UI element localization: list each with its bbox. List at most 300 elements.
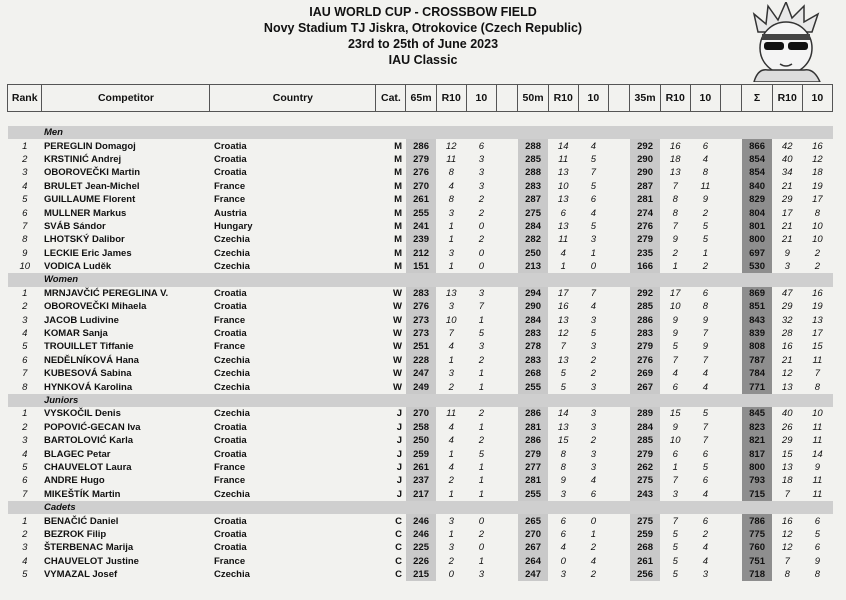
country-cell: Czechia <box>213 234 250 246</box>
score-50m-cell: 286 <box>518 434 548 447</box>
r10-35m-cell: 6 <box>672 448 678 460</box>
tens-35m-cell: 2 <box>702 207 709 219</box>
column-header: R10 <box>660 85 690 112</box>
r10-65m-cell: 11 <box>446 408 457 420</box>
score-65m-cell: 286 <box>406 139 436 152</box>
column-header <box>608 85 630 112</box>
score-65m-cell: 151 <box>406 260 436 273</box>
tens-65m-cell: 2 <box>478 435 485 447</box>
score-65m-cell: 279 <box>406 153 436 166</box>
r10-65m-cell: 1 <box>448 354 454 366</box>
tens-65m-cell: 1 <box>478 381 485 393</box>
category-cell: W <box>393 301 402 313</box>
spacer-cell <box>608 287 630 300</box>
score-50m-cell: 284 <box>518 313 548 326</box>
total-tens-cell: 8 <box>814 569 821 581</box>
competitor-cell: BEZROK Filip <box>43 528 107 540</box>
total-tens-cell: 11 <box>812 475 823 487</box>
r10-50m-cell: 9 <box>560 475 566 487</box>
r10-65m-cell: 0 <box>448 569 454 581</box>
total-r10-cell: 7 <box>784 555 790 567</box>
score-35m-cell: 279 <box>630 233 660 246</box>
column-header: 35m <box>630 85 660 112</box>
competitor-cell: MULLNER Markus <box>43 207 127 219</box>
tens-50m-cell: 2 <box>590 542 597 554</box>
competitor-cell: ANDRE Hugo <box>43 475 105 487</box>
rank-cell: 7 <box>22 488 28 500</box>
competitor-cell: KUBESOVÁ Sabina <box>43 368 132 380</box>
total-r10-cell: 7 <box>784 488 790 500</box>
category-cell: C <box>395 555 402 567</box>
r10-65m-cell: 8 <box>448 194 454 206</box>
spacer-cell <box>720 247 742 260</box>
table-row <box>8 340 833 353</box>
spacer-cell <box>608 514 630 527</box>
column-header <box>496 85 518 112</box>
tens-50m-cell: 3 <box>590 381 597 393</box>
spacer-cell <box>608 300 630 313</box>
spacer-cell <box>720 206 742 219</box>
country-cell: Czechia <box>213 247 250 259</box>
spacer-cell <box>496 461 518 474</box>
spacer-cell <box>608 461 630 474</box>
total-score-cell: 845 <box>742 407 772 420</box>
competitor-cell: CHAUVELOT Justine <box>43 555 139 567</box>
r10-35m-cell: 1 <box>672 461 678 473</box>
country-cell: Hungary <box>213 220 253 232</box>
total-score-cell: 854 <box>742 166 772 179</box>
total-tens-cell: 9 <box>814 461 821 473</box>
column-header: 50m <box>518 85 548 112</box>
table-row <box>8 327 833 340</box>
spacer-cell <box>720 300 742 313</box>
tens-65m-cell: 3 <box>478 341 485 353</box>
cartoon-face-icon <box>748 2 826 82</box>
spacer-cell <box>720 327 742 340</box>
score-35m-cell: 166 <box>630 260 660 273</box>
rank-cell: 4 <box>22 328 28 340</box>
tens-65m-cell: 1 <box>478 555 485 567</box>
score-65m-cell: 239 <box>406 233 436 246</box>
spacer-cell <box>608 153 630 166</box>
r10-65m-cell: 11 <box>446 153 457 165</box>
total-tens-cell: 17 <box>812 194 823 206</box>
tens-65m-cell: 2 <box>478 234 485 246</box>
competitor-cell: GUILLAUME Florent <box>43 194 136 206</box>
tens-35m-cell: 4 <box>702 488 709 500</box>
tens-65m-cell: 3 <box>478 153 485 165</box>
score-50m-cell: 283 <box>518 327 548 340</box>
r10-35m-cell: 15 <box>669 408 681 420</box>
spacer-cell <box>608 233 630 246</box>
r10-65m-cell: 4 <box>448 461 454 473</box>
tens-35m-cell: 8 <box>702 167 709 179</box>
table-row <box>8 313 833 326</box>
total-r10-cell: 9 <box>784 247 790 259</box>
category-cell: M <box>394 153 402 165</box>
spacer-cell <box>608 367 630 380</box>
r10-50m-cell: 4 <box>560 247 566 259</box>
column-header: 65m <box>406 85 436 112</box>
category-cell: J <box>396 461 402 473</box>
competitor-cell: CHAUVELOT Laura <box>43 461 132 473</box>
spacer-cell <box>496 139 518 152</box>
r10-35m-cell: 9 <box>672 314 678 326</box>
tens-35m-cell: 7 <box>702 421 709 433</box>
r10-35m-cell: 9 <box>672 234 678 246</box>
score-65m-cell: 255 <box>406 206 436 219</box>
spacer-cell <box>608 327 630 340</box>
spacer-cell <box>608 193 630 206</box>
spacer-cell <box>720 555 742 568</box>
score-35m-cell: 284 <box>630 421 660 434</box>
competitor-cell: MIKEŠTÍK Martin <box>43 488 121 500</box>
r10-50m-cell: 14 <box>557 140 569 152</box>
score-65m-cell: 251 <box>406 340 436 353</box>
score-50m-cell: 270 <box>518 528 548 541</box>
r10-35m-cell: 7 <box>672 354 678 366</box>
competitor-cell: BENAČIĆ Daniel <box>43 515 119 527</box>
r10-65m-cell: 2 <box>448 381 454 393</box>
column-header: 10 <box>802 85 832 112</box>
r10-65m-cell: 1 <box>448 528 454 540</box>
r10-35m-cell: 3 <box>672 488 678 500</box>
tens-35m-cell: 5 <box>702 220 709 232</box>
tens-50m-cell: 2 <box>590 435 597 447</box>
total-tens-cell: 8 <box>814 207 821 219</box>
score-35m-cell: 268 <box>630 541 660 554</box>
r10-50m-cell: 3 <box>560 488 566 500</box>
total-r10-cell: 12 <box>781 542 793 554</box>
tens-35m-cell: 7 <box>702 328 709 340</box>
category-cell: W <box>393 368 402 380</box>
r10-35m-cell: 7 <box>672 515 678 527</box>
table-row <box>8 354 833 367</box>
tens-35m-cell: 4 <box>702 153 709 165</box>
spacer-cell <box>496 541 518 554</box>
r10-65m-cell: 4 <box>448 421 454 433</box>
spacer-cell <box>608 180 630 193</box>
spacer-cell <box>720 153 742 166</box>
column-header: R10 <box>772 85 802 112</box>
tens-50m-cell: 7 <box>590 167 597 179</box>
category-cell: M <box>394 220 402 232</box>
total-tens-cell: 5 <box>814 528 821 540</box>
r10-50m-cell: 13 <box>557 194 569 206</box>
rank-cell: 3 <box>22 542 28 554</box>
venue: Novy Stadium TJ Jiskra, Otrokovice (Czech Republic) <box>263 21 583 35</box>
total-score-cell: 715 <box>742 488 772 501</box>
category-cell: M <box>394 207 402 219</box>
total-score-cell: 854 <box>742 153 772 166</box>
table-row <box>8 153 833 166</box>
score-50m-cell: 279 <box>518 447 548 460</box>
country-cell: France <box>213 341 246 353</box>
spacer-cell <box>608 541 630 554</box>
spacer-cell <box>720 313 742 326</box>
spacer-cell <box>496 260 518 273</box>
total-r10-cell: 29 <box>781 435 793 447</box>
score-50m-cell: 264 <box>518 555 548 568</box>
competitor-cell: VYMAZAL Josef <box>43 569 118 581</box>
tens-35m-cell: 6 <box>702 475 709 487</box>
rank-cell: 5 <box>22 341 28 353</box>
total-tens-cell: 16 <box>812 287 823 299</box>
score-35m-cell: 274 <box>630 206 660 219</box>
total-tens-cell: 9 <box>814 555 821 567</box>
r10-50m-cell: 10 <box>557 180 569 192</box>
category-cell: J <box>396 475 402 487</box>
r10-65m-cell: 1 <box>448 234 454 246</box>
total-r10-cell: 3 <box>784 261 790 273</box>
country-cell: Croatia <box>213 448 247 460</box>
table-row <box>8 180 833 193</box>
category-cell: J <box>396 421 402 433</box>
competitor-cell: SVÁB Sándor <box>43 220 106 232</box>
r10-35m-cell: 2 <box>672 247 678 259</box>
table-row <box>8 233 833 246</box>
spacer-cell <box>496 327 518 340</box>
tens-50m-cell: 3 <box>590 448 597 460</box>
spacer-cell <box>720 528 742 541</box>
tens-65m-cell: 3 <box>478 180 485 192</box>
total-tens-cell: 10 <box>812 234 823 246</box>
r10-50m-cell: 15 <box>557 435 569 447</box>
tens-35m-cell: 4 <box>702 368 709 380</box>
competitor-cell: BRULET Jean-Michel <box>43 180 140 192</box>
total-r10-cell: 28 <box>781 328 793 340</box>
spacer-cell <box>496 421 518 434</box>
tens-65m-cell: 2 <box>478 194 485 206</box>
tens-50m-cell: 3 <box>590 408 597 420</box>
r10-35m-cell: 8 <box>672 207 678 219</box>
tens-65m-cell: 1 <box>478 488 485 500</box>
r10-35m-cell: 8 <box>672 194 678 206</box>
score-50m-cell: 277 <box>518 461 548 474</box>
score-65m-cell: 217 <box>406 488 436 501</box>
r10-35m-cell: 5 <box>672 542 678 554</box>
category-cell: C <box>395 542 402 554</box>
category-cell: M <box>394 140 402 152</box>
total-r10-cell: 29 <box>781 194 793 206</box>
country-cell: Czechia <box>213 488 250 500</box>
tens-50m-cell: 5 <box>590 153 597 165</box>
score-50m-cell: 288 <box>518 139 548 152</box>
score-35m-cell: 286 <box>630 313 660 326</box>
total-score-cell: 817 <box>742 447 772 460</box>
competitor-cell: JACOB Ludivine <box>43 314 119 326</box>
spacer-cell <box>608 447 630 460</box>
rank-cell: 1 <box>22 287 28 299</box>
tens-35m-cell: 8 <box>702 301 709 313</box>
spacer-cell <box>608 528 630 541</box>
tens-65m-cell: 0 <box>478 515 485 527</box>
spacer-cell <box>720 488 742 501</box>
tens-65m-cell: 1 <box>478 461 485 473</box>
r10-65m-cell: 10 <box>445 314 457 326</box>
rank-cell: 5 <box>22 461 28 473</box>
total-r10-cell: 47 <box>781 287 793 299</box>
r10-35m-cell: 13 <box>669 167 681 179</box>
r10-35m-cell: 5 <box>672 555 678 567</box>
tens-65m-cell: 2 <box>478 408 485 420</box>
column-header: Cat. <box>376 85 406 112</box>
r10-65m-cell: 3 <box>448 368 454 380</box>
competitor-cell: KRSTINIĆ Andrej <box>43 153 122 165</box>
total-score-cell: 751 <box>742 555 772 568</box>
total-score-cell: 530 <box>742 260 772 273</box>
tens-50m-cell: 4 <box>590 555 597 567</box>
spacer-cell <box>496 193 518 206</box>
score-65m-cell: 212 <box>406 247 436 260</box>
r10-65m-cell: 1 <box>448 261 454 273</box>
table-row <box>8 407 833 420</box>
category-row <box>8 273 833 286</box>
r10-50m-cell: 7 <box>560 341 566 353</box>
score-65m-cell: 228 <box>406 354 436 367</box>
r10-65m-cell: 1 <box>448 220 454 232</box>
country-cell: Czechia <box>213 408 250 420</box>
tens-50m-cell: 4 <box>590 475 597 487</box>
tens-50m-cell: 6 <box>590 194 597 206</box>
r10-50m-cell: 5 <box>560 368 566 380</box>
r10-50m-cell: 13 <box>557 314 569 326</box>
category-cell: C <box>395 528 402 540</box>
rank-cell: 8 <box>22 234 28 246</box>
tens-50m-cell: 4 <box>590 301 597 313</box>
score-65m-cell: 241 <box>406 220 436 233</box>
r10-50m-cell: 4 <box>560 542 566 554</box>
r10-35m-cell: 6 <box>672 381 678 393</box>
spacer-cell <box>496 220 518 233</box>
category-row <box>8 501 833 514</box>
tens-35m-cell: 6 <box>702 140 709 152</box>
category-cell: M <box>394 167 402 179</box>
competitor-cell: NEDĚLNÍKOVÁ Hana <box>43 354 139 366</box>
tens-35m-cell: 9 <box>702 314 709 326</box>
score-50m-cell: 275 <box>518 206 548 219</box>
spacer-cell <box>720 474 742 487</box>
rank-cell: 1 <box>22 408 28 420</box>
category-label: Cadets <box>42 501 833 514</box>
score-50m-cell: 286 <box>518 407 548 420</box>
table-row <box>8 206 833 219</box>
total-tens-cell: 14 <box>812 448 823 460</box>
competitor-cell: LHOTSKÝ Dalibor <box>43 234 125 246</box>
spacer-cell <box>608 354 630 367</box>
tens-50m-cell: 4 <box>590 207 597 219</box>
tens-35m-cell: 7 <box>702 354 709 366</box>
spacer-cell <box>496 287 518 300</box>
score-35m-cell: 289 <box>630 407 660 420</box>
score-65m-cell: 259 <box>406 447 436 460</box>
score-50m-cell: 294 <box>518 287 548 300</box>
category-row <box>8 394 833 407</box>
rank-cell: 2 <box>22 421 28 433</box>
total-r10-cell: 15 <box>781 448 793 460</box>
tens-65m-cell: 2 <box>478 207 485 219</box>
country-cell: France <box>213 180 246 192</box>
rank-cell: 3 <box>22 435 28 447</box>
column-header: Country <box>210 85 376 112</box>
score-65m-cell: 283 <box>406 287 436 300</box>
total-tens-cell: 19 <box>812 180 823 192</box>
competitor-cell: VODICA Luděk <box>43 261 112 273</box>
total-r10-cell: 40 <box>781 408 793 420</box>
results-table <box>7 84 833 581</box>
category-cell: J <box>396 435 402 447</box>
table-row <box>8 247 833 260</box>
rank-cell: 9 <box>22 247 28 259</box>
tens-65m-cell: 1 <box>478 314 485 326</box>
rank-cell: 1 <box>22 140 28 152</box>
score-50m-cell: 213 <box>518 260 548 273</box>
total-score-cell: 808 <box>742 340 772 353</box>
tens-65m-cell: 1 <box>478 421 485 433</box>
total-score-cell: 839 <box>742 327 772 340</box>
category-cell: M <box>394 247 402 259</box>
total-r10-cell: 26 <box>781 421 793 433</box>
r10-50m-cell: 13 <box>557 220 569 232</box>
score-35m-cell: 283 <box>630 327 660 340</box>
country-cell: Croatia <box>213 528 247 540</box>
total-score-cell: 718 <box>742 568 772 581</box>
total-r10-cell: 12 <box>781 528 793 540</box>
tens-35m-cell: 2 <box>702 261 709 273</box>
r10-65m-cell: 1 <box>448 448 454 460</box>
tens-35m-cell: 9 <box>702 341 709 353</box>
tens-50m-cell: 3 <box>590 314 597 326</box>
r10-65m-cell: 1 <box>448 488 454 500</box>
category-row <box>8 126 833 139</box>
total-r10-cell: 13 <box>781 461 793 473</box>
competitor-cell: MRNJAVČIĆ PEREGLINA V. <box>43 287 169 299</box>
r10-35m-cell: 9 <box>672 328 678 340</box>
rank-cell: 7 <box>22 368 28 380</box>
score-35m-cell: 279 <box>630 340 660 353</box>
tens-35m-cell: 7 <box>702 435 709 447</box>
category-label: Women <box>42 273 833 286</box>
rank-cell: 4 <box>22 555 28 567</box>
rank-cell: 3 <box>22 314 28 326</box>
rank-cell: 3 <box>22 167 28 179</box>
tens-35m-cell: 5 <box>702 461 709 473</box>
spacer-cell <box>720 514 742 527</box>
score-35m-cell: 259 <box>630 528 660 541</box>
total-score-cell: 793 <box>742 474 772 487</box>
r10-50m-cell: 14 <box>557 408 569 420</box>
table-header-row <box>8 85 833 112</box>
r10-35m-cell: 5 <box>672 569 678 581</box>
total-score-cell: 697 <box>742 247 772 260</box>
rank-cell: 2 <box>22 153 28 165</box>
score-65m-cell: 237 <box>406 474 436 487</box>
score-35m-cell: 287 <box>630 180 660 193</box>
table-row <box>8 380 833 393</box>
score-35m-cell: 269 <box>630 367 660 380</box>
tens-35m-cell: 6 <box>702 287 709 299</box>
country-cell: Croatia <box>213 328 247 340</box>
competitor-cell: ŠTERBENAC Marija <box>43 542 134 554</box>
total-tens-cell: 2 <box>814 261 821 273</box>
tens-35m-cell: 6 <box>702 448 709 460</box>
competitor-cell: HYNKOVÁ Karolina <box>43 381 133 393</box>
column-header: Competitor <box>42 85 210 112</box>
table-row <box>8 555 833 568</box>
tens-65m-cell: 1 <box>478 368 485 380</box>
category-cell: W <box>393 287 402 299</box>
spacer-cell <box>496 206 518 219</box>
